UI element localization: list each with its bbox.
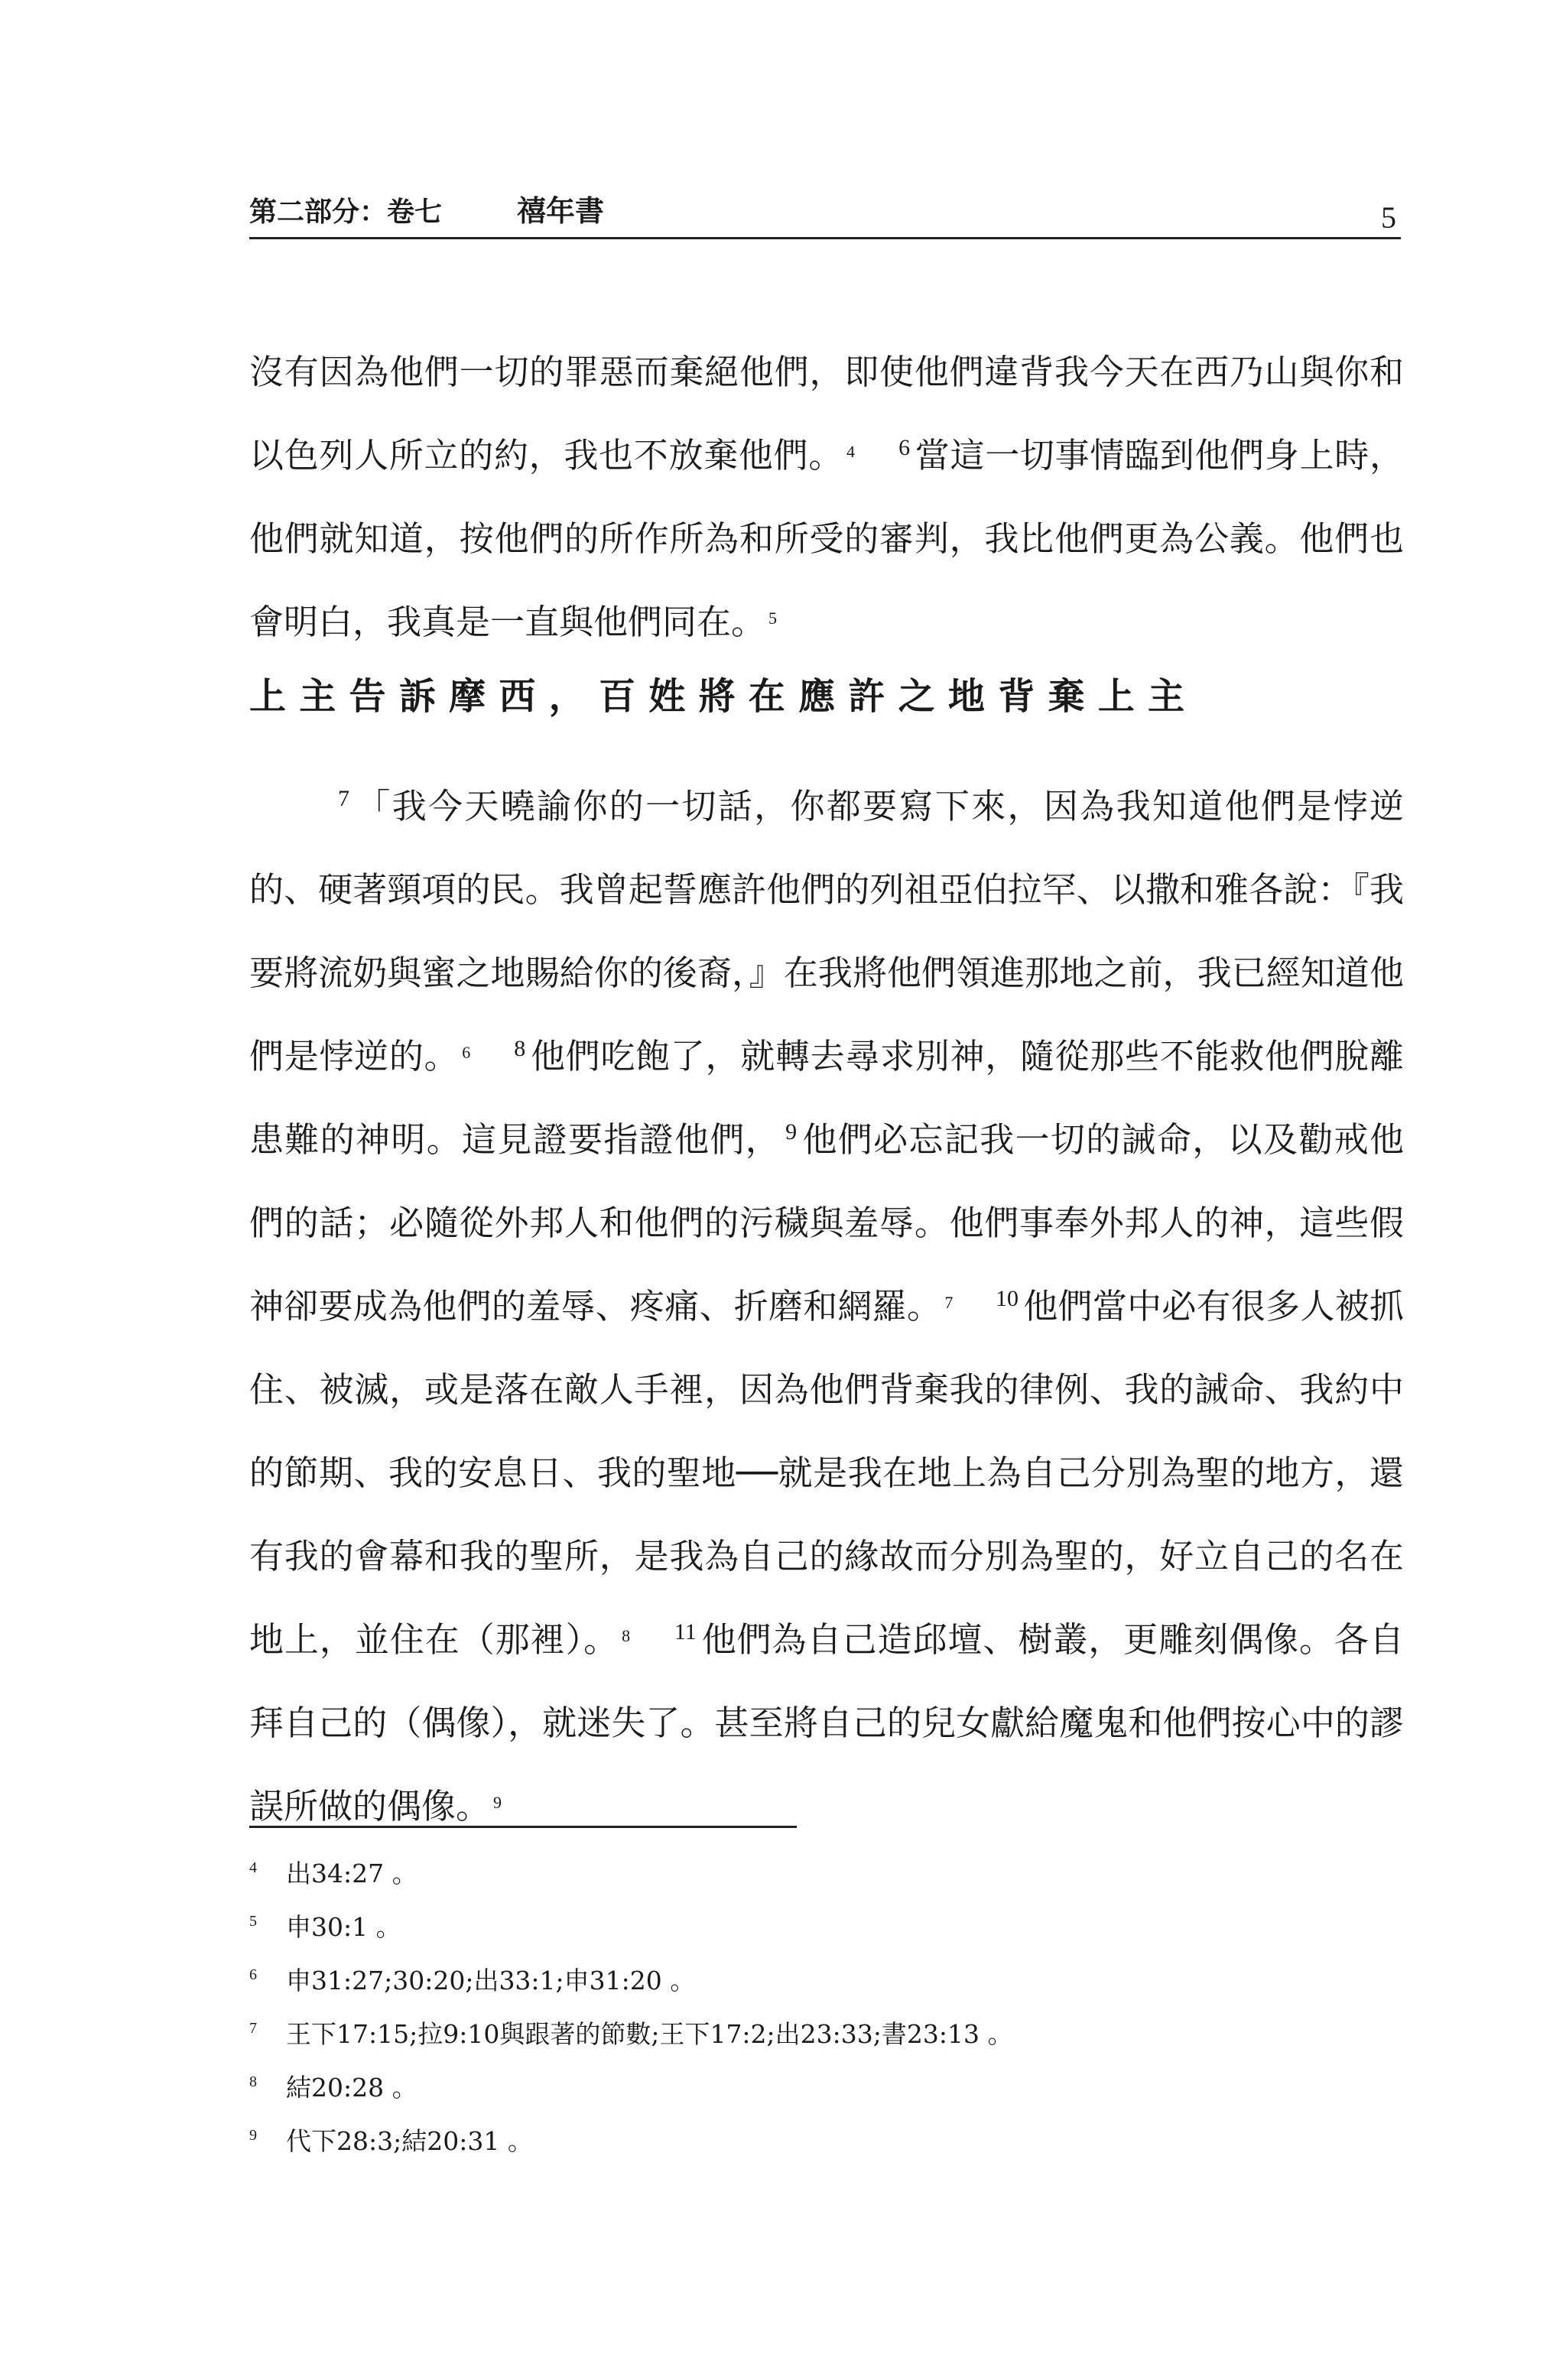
footnote-item [249,1954,1320,2008]
text-span: 他們當中必有很多人被抓住、被滅，或是落在敵人手裡，因為他們背棄我的律例、我的誡命、我約中的節期、我的安息日、我的聖地──就是我在地上為自己分別為聖的地方，還有我的會幕和我的聖所，是我為自己的緣故而分別為聖的，好立自己的名在地上，並住在（那裡）。 [249,1286,1404,1660]
part-title: 第二部分：卷七 [249,196,443,228]
footnote-text: 結20:28 。 [286,2073,417,2102]
text-span: 當這一切事情臨到他們身上時，他們就知道，按他們的所作所為和所受的審判，我比他們更為公義。他們也會明白，我真是一直與他們同在。 [249,435,1404,642]
footnote-text: 出34:27 。 [286,1859,417,1888]
footnotes [249,1847,1320,2168]
footnote-mark: 4 [249,1859,257,1876]
footnote-ref: 6 [462,1042,471,1062]
footnote-item [249,2115,1320,2168]
footnote-mark: 7 [249,2020,257,2037]
verse-number: 11 [674,1619,697,1645]
footnote-ref: 8 [622,1625,631,1645]
footnote-ref: 9 [493,1792,502,1812]
text-span: 他們吃飽了，就轉去尋求別神，隨從那些不能救他們脫離患難的神明。這見證要指證他們， [249,1036,1404,1160]
footnote-ref: 4 [846,441,856,461]
book-title: 禧年書 [517,194,605,228]
page-number: 5 [1381,200,1396,235]
verse-number: 8 [514,1035,526,1061]
footnote-item [249,2008,1320,2061]
paragraph-2 [249,765,1404,1848]
footnote-mark: 6 [249,1966,257,1983]
verse-number: 7 [338,785,349,811]
footnote-ref: 5 [768,608,778,628]
footnote-text: 代下28:3;結20:31 。 [286,2126,533,2156]
verse-number: 6 [898,434,911,460]
footnote-item [249,2061,1320,2115]
text-span: 他們為自己造邱壇、樹叢，更雕刻偶像。各自拜自己的（偶像），就迷失了。甚至將自己的兒女獻給魔鬼和他們按心中的謬誤所做的偶像。 [249,1619,1404,1826]
footnote-mark: 9 [249,2127,257,2144]
paragraph-2-text [249,765,1404,1848]
footnote-mark: 8 [249,2073,257,2090]
footnote-divider [249,1826,797,1828]
text-span: 他們必忘記我一切的誡命，以及勸戒他們的話；必隨從外邦人和他們的污穢與羞辱。他們事奉外邦人的神，這些假神卻要成為他們的羞辱、疼痛、折磨和網羅。 [249,1119,1404,1326]
text-span: 「我今天曉諭你的一切話，你都要寫下來，因為我知道他們是悖逆的、硬著頸項的民。我曾起誓應許他們的列祖亞伯拉罕、以撒和雅各說：『我要將流奶與蜜之地賜給你的後裔，』在我將他們領進那地之前，我已經知道他們是悖逆的。 [249,786,1404,1076]
footnote-text: 申30:1 。 [286,1912,401,1942]
running-header [249,191,1401,239]
footnote-text: 王下17:15;拉9:10與跟著的節數;王下17:2;出23:33;書23:13 。 [286,2019,1013,2049]
paragraph-1-text [249,330,1404,664]
text-span: 沒有因為他們一切的罪惡而棄絕他們，即使他們違背我今天在西乃山與你和以色列人所立的約，我也不放棄他們。 [249,352,1404,476]
paragraph-1 [249,330,1404,664]
footnote-text: 申31:27;30:20;出33:1;申31:20 。 [286,1966,696,1995]
footnote-item [249,1847,1320,1901]
verse-number: 10 [996,1285,1019,1311]
footnote-item [249,1901,1320,1954]
verse-number: 9 [785,1119,798,1145]
footnote-ref: 7 [944,1292,954,1312]
footnote-mark: 5 [249,1913,257,1930]
section-heading: 上主告訴摩西，百姓將在應許之地背棄上主 [249,675,1198,718]
